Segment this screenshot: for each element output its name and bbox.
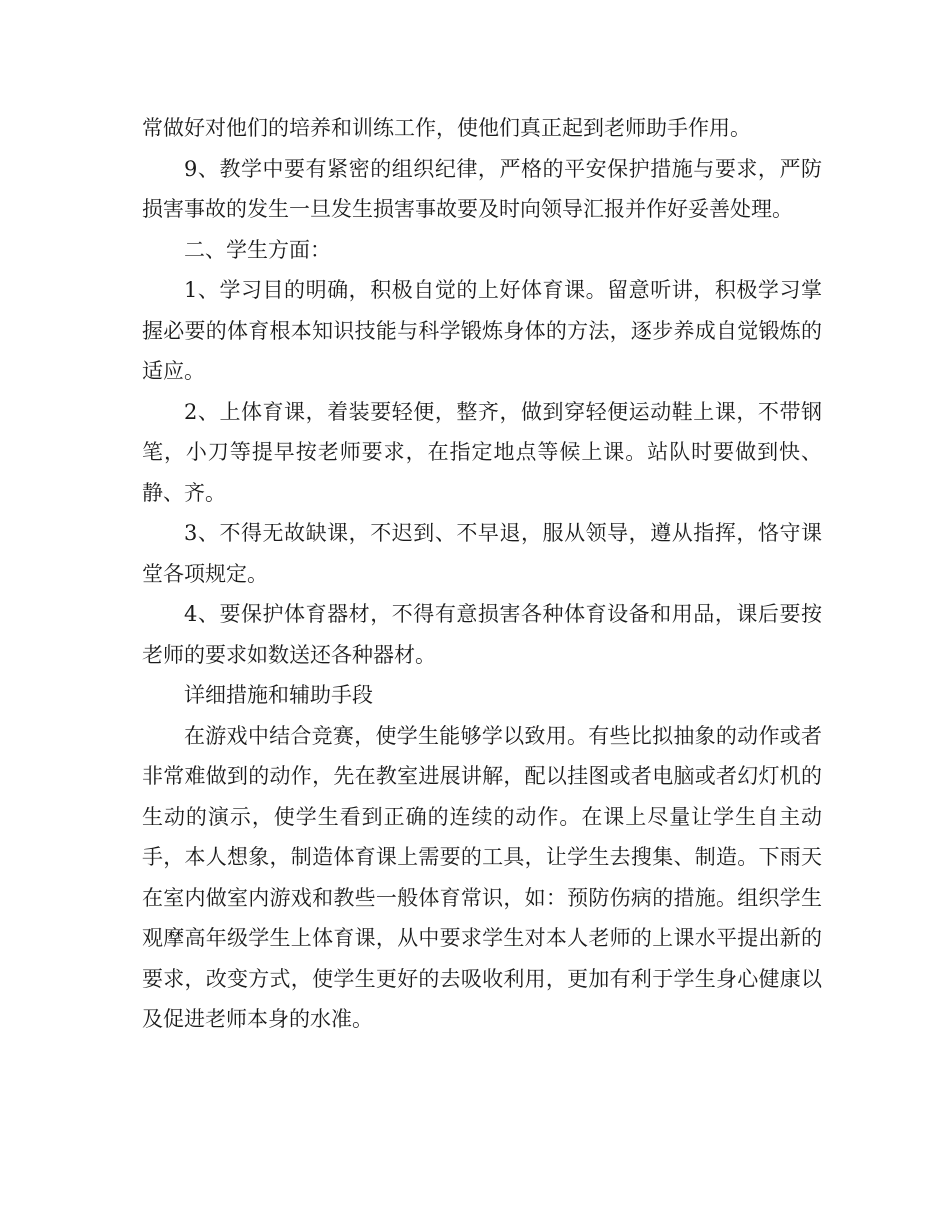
paragraph-measures: 在游戏中结合竞赛，使学生能够学以致用。有些比拟抽象的动作或者非常难做到的动作，先在教室进展讲解，配以挂图或者电脑或者幻灯机的生动的演示，使学生看到正确的连续的动作。在课上尽量让学生自主动手，本人想象，制造体育课上需要的工具，让学生去搜集、制造。下雨天在室内做室内游戏和教些一般体育常识，如：预防伤病的措施。组织学生观摩高年级学生上体育课，从中要求学生对本人老师的上课水平提出新的要求，改变方式，使学生更好的去吸收利用，更加有利于学生身心健康以及促进老师本身的水准。 xyxy=(142,723,822,1031)
paragraph-item-2: 2、上体育课，着装要轻便，整齐，做到穿轻便运动鞋上课，不带钢笔，小刀等提早按老师要求，在指定地点等候上课。站队时要做到快、静、齐。 xyxy=(142,399,822,505)
section-heading-students: 二、学生方面： xyxy=(184,237,331,262)
paragraph-item-1: 1、学习目的明确，积极自觉的上好体育课。留意听讲，积极学习掌握必要的体育根本知识技能与科学锻炼身体的方法，逐步养成自觉锻炼的适应。 xyxy=(142,278,822,383)
section-heading-measures: 详细措施和辅助手段 xyxy=(184,683,373,707)
paragraph-item-4: 4、要保护体育器材，不得有意损害各种体育设备和用品，课后要按老师的要求如数送还各种器材。 xyxy=(142,602,822,667)
paragraph-item-3: 3、不得无故缺课，不迟到、不早退，服从领导，遵从指挥，恪守课堂各项规定。 xyxy=(142,521,822,586)
paragraph-continuation: 常做好对他们的培养和训练工作，使他们真正起到老师助手作用。 xyxy=(142,116,751,140)
document-body xyxy=(142,108,822,1040)
paragraph-item-9: 9、教学中要有紧密的组织纪律，严格的平安保护措施与要求，严防损害事故的发生一旦发生损害事故要及时向领导汇报并作好妥善处理。 xyxy=(142,156,822,221)
